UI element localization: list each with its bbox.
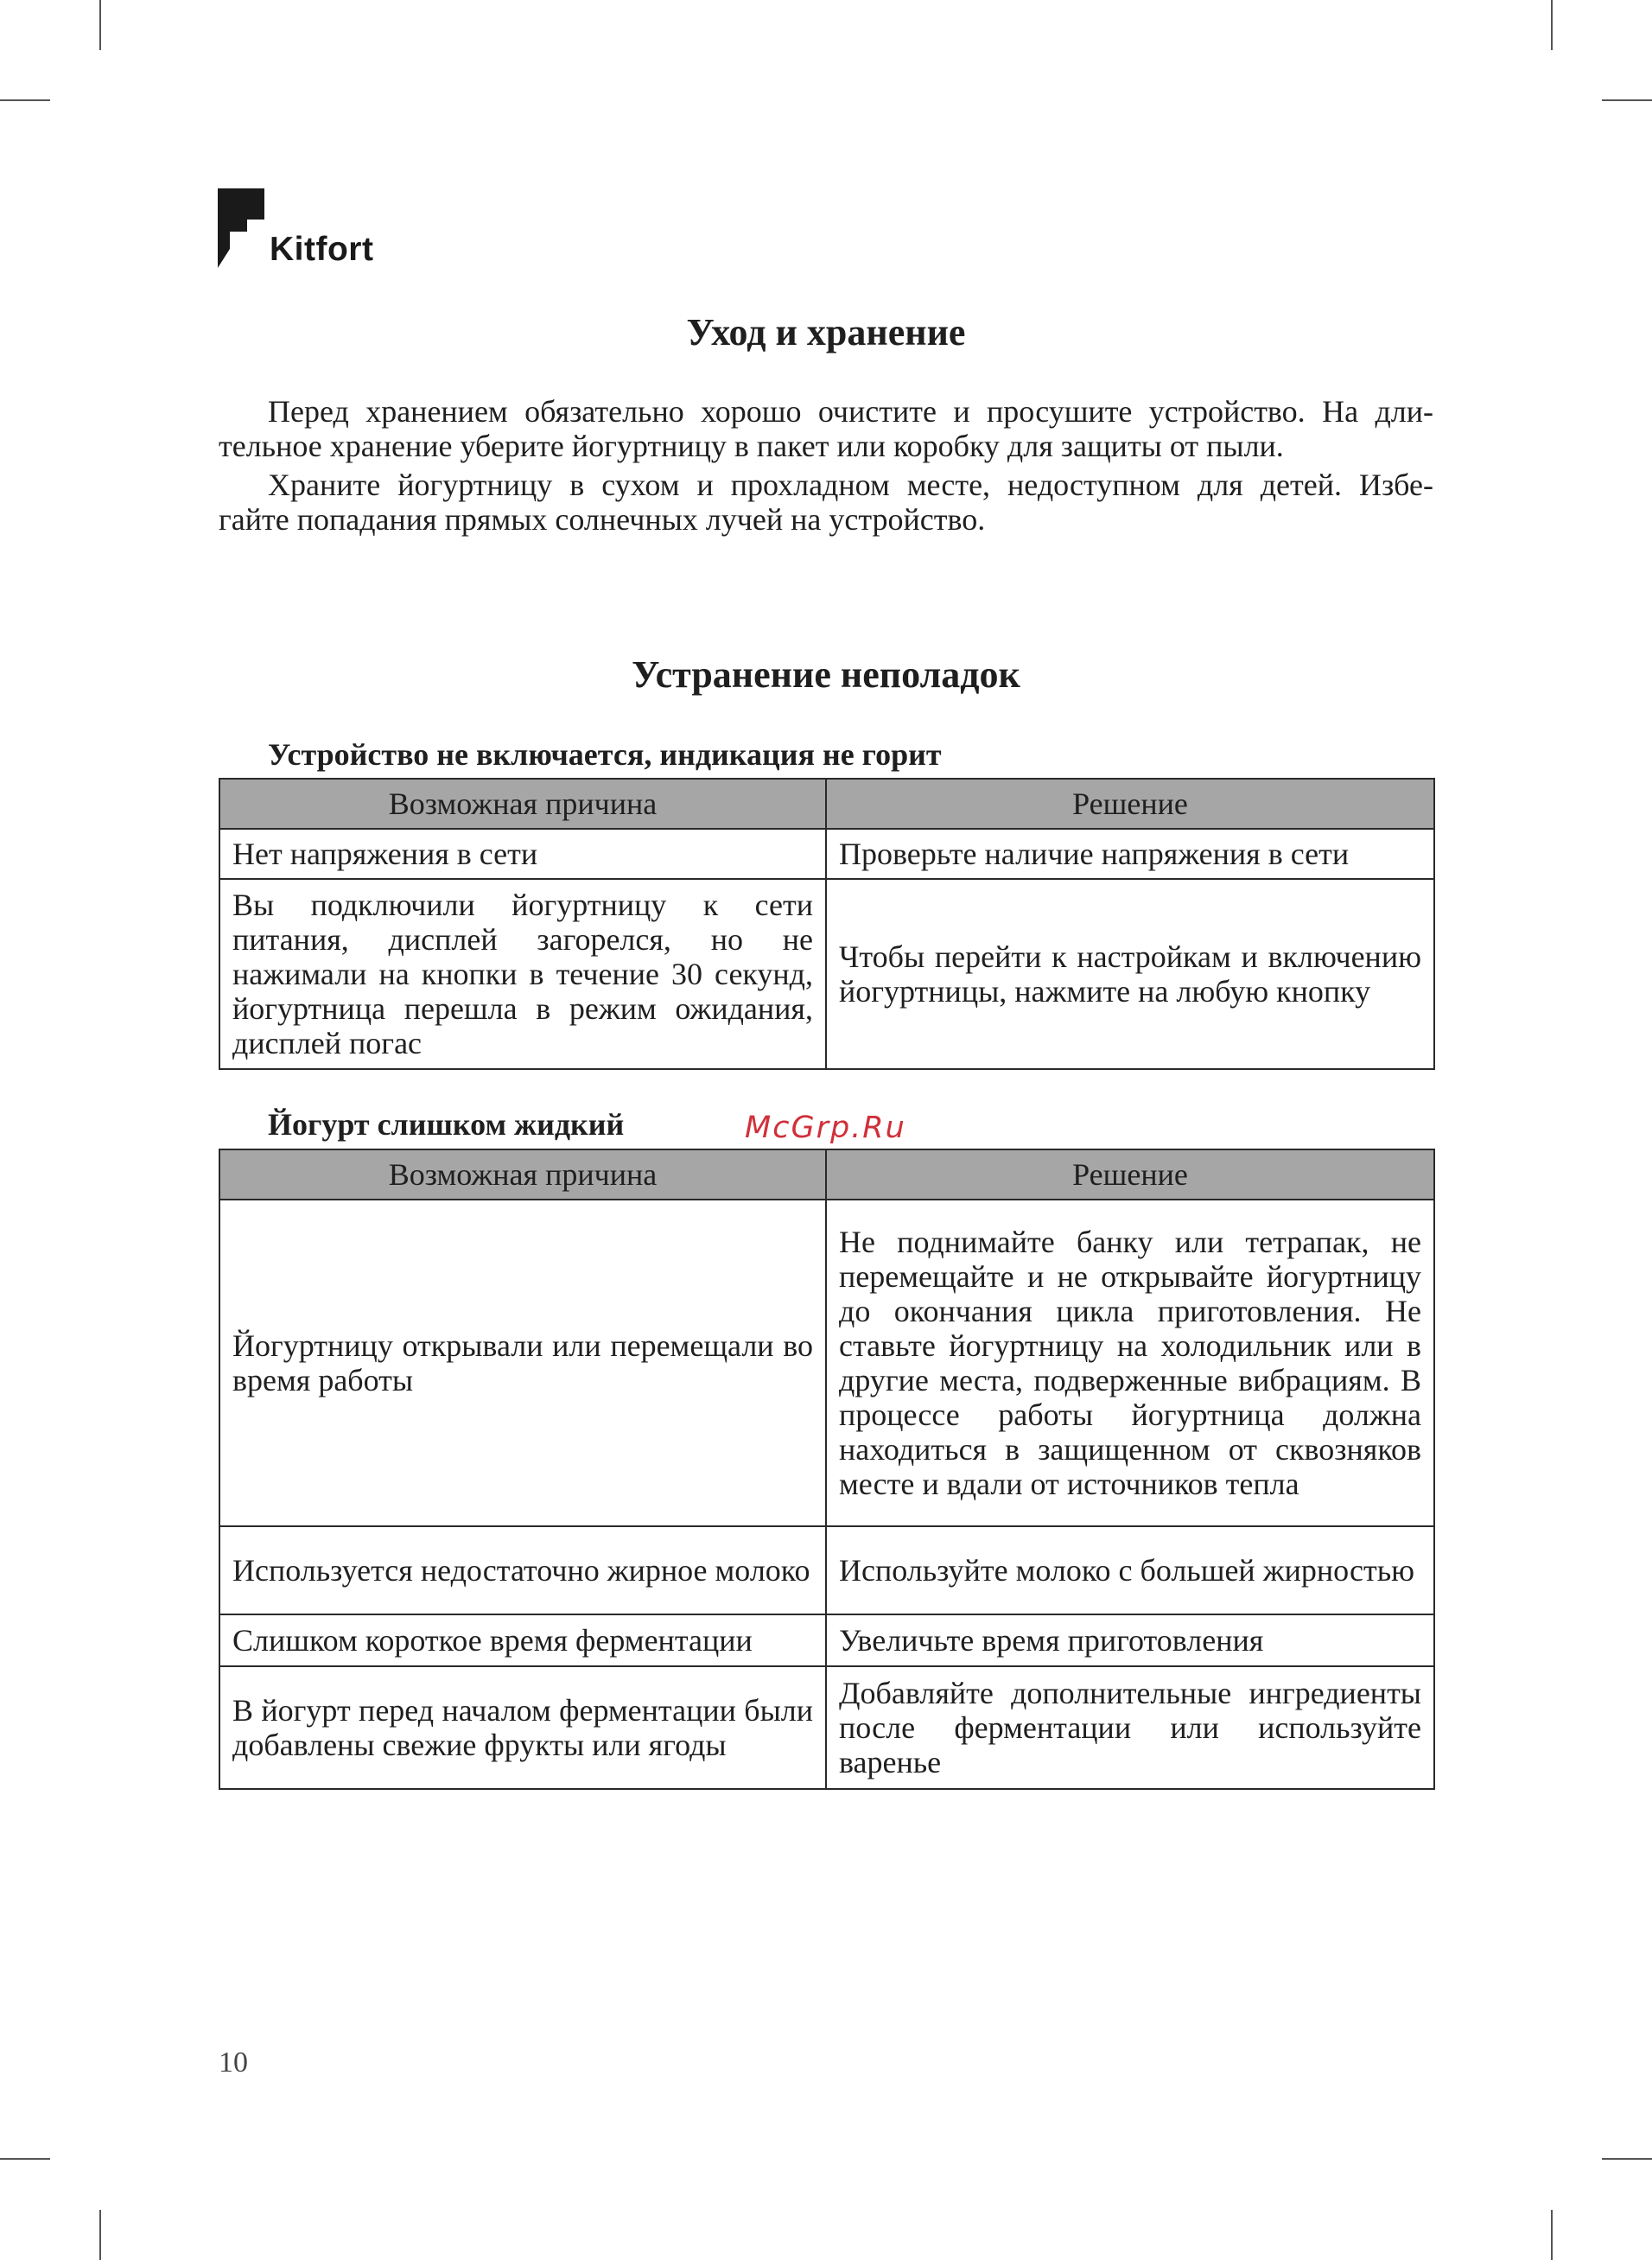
column-header-cause: Возможная причина <box>219 1149 826 1200</box>
troubleshooting-table-1 <box>219 778 1435 1070</box>
table-row <box>219 1614 1434 1666</box>
group-2-subtitle: Йогурт слишком жидкий <box>268 1107 625 1142</box>
watermark: McGrp.Ru <box>745 1111 906 1145</box>
crop-mark <box>99 0 101 50</box>
table-row <box>219 829 1434 879</box>
crop-mark <box>0 99 50 101</box>
solution-cell: Увеличьте время приготовления <box>826 1614 1434 1666</box>
solution-cell: Проверьте наличие напряжения в сети <box>826 829 1434 879</box>
troubleshooting-table-2 <box>219 1149 1435 1790</box>
table-header-row <box>219 779 1434 829</box>
cause-cell: Нет напряжения в сети <box>219 829 826 879</box>
crop-mark <box>1602 2158 1652 2160</box>
cause-cell: Слишком короткое время ферментации <box>219 1614 826 1666</box>
paragraph-line: тельное хранение уберите йогуртницу в пакет или коробку для защиты от пыли. <box>219 429 1284 463</box>
solution-cell: Чтобы перейти к настройкам и включению йогуртницы, нажмите на любую кнопку <box>826 879 1434 1069</box>
cause-cell: Используется недостаточно жирное молоко <box>219 1526 826 1614</box>
table-row <box>219 879 1434 1069</box>
table-header-row <box>219 1149 1434 1200</box>
care-paragraph-1 <box>219 394 1433 463</box>
solution-cell: Не поднимайте банку или тетрапак, не перемещайте и не открывайте йогуртницу до окончания цикла приготовления. Не ставьте йогуртницу на холодильник или в другие места, подверженные вибрациям. В процессе работы йогуртница должна находиться в защищенном от сквозняков месте и вдали от источников тепла <box>826 1200 1434 1526</box>
troubleshooting-title: Устранение неполадок <box>632 653 1020 696</box>
column-header-solution: Решение <box>826 779 1434 829</box>
paragraph-line: Храните йогуртницу в сухом и прохладном месте, недоступном для детей. Избе- <box>268 468 1433 502</box>
table-row <box>219 1666 1434 1789</box>
brand-name: Kitfort <box>270 231 374 268</box>
solution-cell: Используйте молоко с большей жирностью <box>826 1526 1434 1614</box>
table-row <box>219 1526 1434 1614</box>
column-header-cause: Возможная причина <box>219 779 826 829</box>
brand-logo <box>218 188 373 268</box>
page-number: 10 <box>219 2047 248 2079</box>
table-row <box>219 1200 1434 1526</box>
paragraph-line: Перед хранением обязательно хорошо очистите и просушите устройство. На дли- <box>268 394 1433 429</box>
paragraph-line: гайте попадания прямых солнечных лучей на устройство. <box>219 502 986 537</box>
cause-cell: В йогурт перед началом ферментации были добавлены свежие фрукты или ягоды <box>219 1666 826 1789</box>
crop-mark <box>1602 99 1652 101</box>
cause-cell: Вы подключили йогуртницу к сети питания, дисплей загорелся, но не нажимали на кнопки в течение 30 секунд, йогуртница перешла в режим ожидания, дисплей погас <box>219 879 826 1069</box>
care-paragraph-2 <box>219 468 1433 537</box>
crop-mark <box>99 2210 101 2260</box>
group-1-subtitle: Устройство не включается, индикация не горит <box>268 737 942 772</box>
column-header-solution: Решение <box>826 1149 1434 1200</box>
crop-mark <box>1551 2210 1553 2260</box>
solution-cell: Добавляйте дополнительные ингредиенты после ферментации или используйте варенье <box>826 1666 1434 1789</box>
care-title: Уход и хранение <box>686 311 966 353</box>
kitfort-logo-icon <box>218 188 264 268</box>
crop-mark <box>0 2158 50 2160</box>
crop-mark <box>1551 0 1553 50</box>
cause-cell: Йогуртницу открывали или перемещали во время работы <box>219 1200 826 1526</box>
